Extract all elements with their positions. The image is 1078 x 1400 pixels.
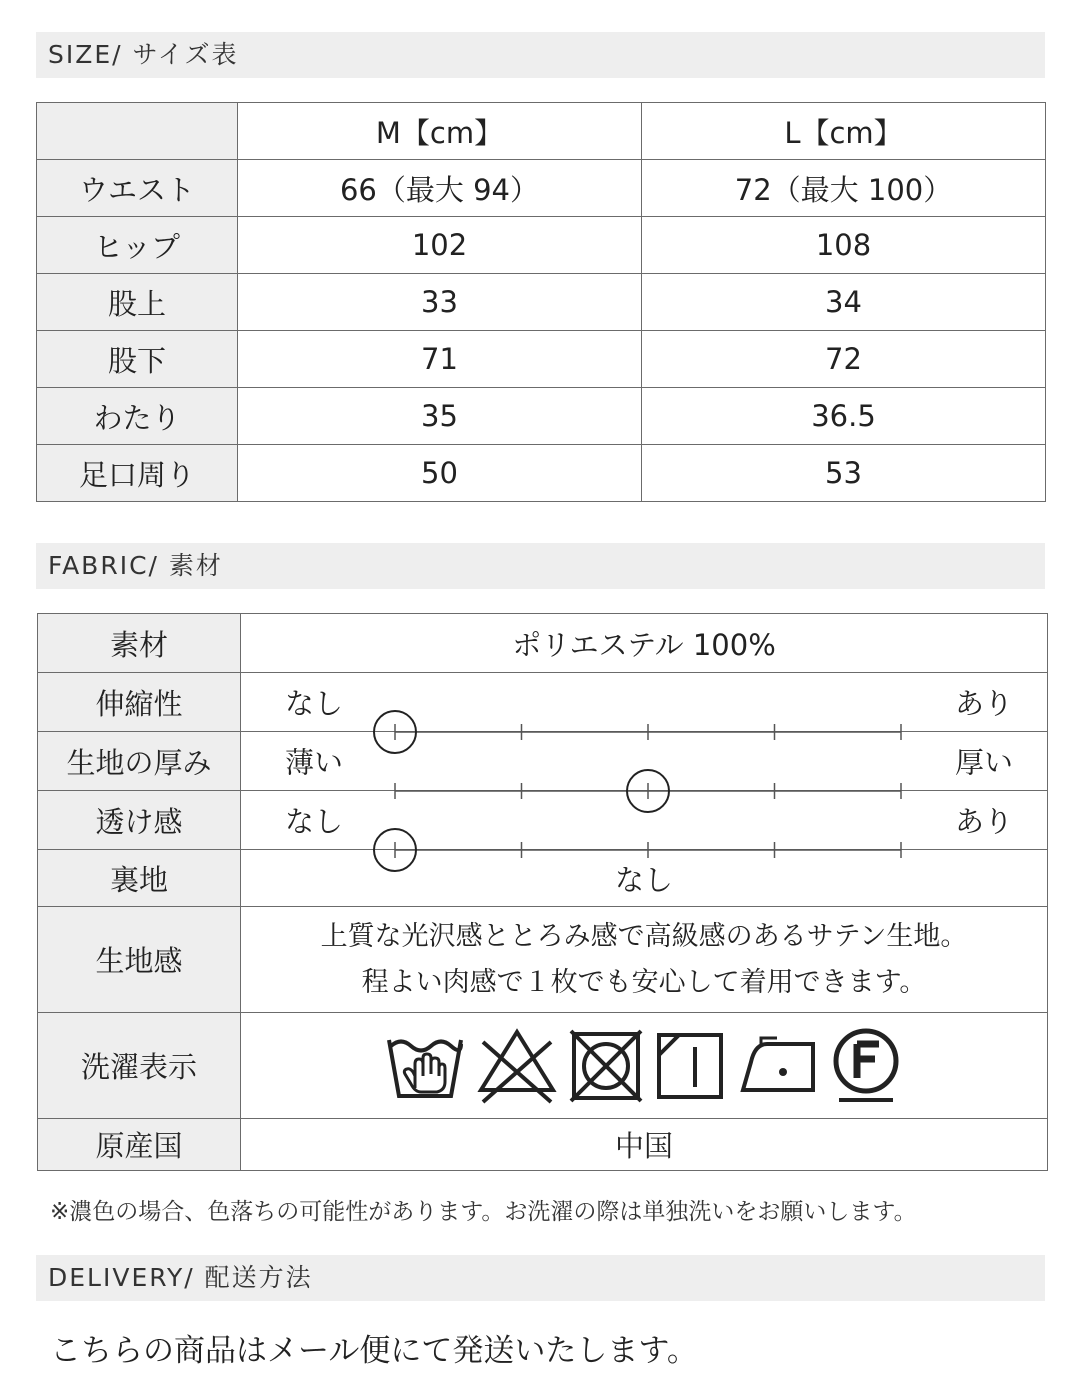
thickness-scale-track <box>371 761 911 820</box>
fabric-row-origin <box>38 1119 1048 1171</box>
feel-line-2: 程よい肉感で１枚でも安心して着用できます。 <box>361 966 927 998</box>
size-value-m: 66（最大 94） <box>238 160 642 217</box>
fabric-row-label: 伸縮性 <box>38 673 241 732</box>
size-value-l: 53 <box>642 445 1046 502</box>
table-row <box>37 388 1046 445</box>
no-tumble-dry-icon <box>569 1029 643 1103</box>
hand-wash-icon <box>385 1026 465 1106</box>
size-value-m: 33 <box>238 274 642 331</box>
size-value-m: 102 <box>238 217 642 274</box>
table-row <box>37 160 1046 217</box>
size-value-l: 36.5 <box>642 388 1046 445</box>
origin-value: 中国 <box>241 1119 1048 1171</box>
scale-high-label: あり <box>954 686 1013 721</box>
size-row-label: 足口周り <box>37 445 238 502</box>
fabric-row-feel <box>38 907 1048 1013</box>
scale-high-label: あり <box>954 804 1013 839</box>
feel-line-1: 上質な光沢感ととろみ感で高級感のあるサテン生地。 <box>320 920 968 952</box>
fabric-row-label: 素材 <box>38 614 241 673</box>
care-icons <box>241 1026 1047 1106</box>
delivery-section-header: DELIVERY/ 配送方法 <box>36 1255 1045 1301</box>
transparency-scale-track <box>371 820 911 879</box>
table-row <box>37 445 1046 502</box>
table-row <box>37 274 1046 331</box>
scale-low-label: なし <box>285 804 344 839</box>
size-row-label: ヒップ <box>37 217 238 274</box>
material-value: ポリエステル 100% <box>241 614 1048 673</box>
size-row-label: 股上 <box>37 274 238 331</box>
fabric-row-label: 裏地 <box>38 850 241 907</box>
size-row-label: わたり <box>37 388 238 445</box>
size-value-m: 71 <box>238 331 642 388</box>
size-value-m: 35 <box>238 388 642 445</box>
size-value-l: 72（最大 100） <box>642 160 1046 217</box>
size-row-label: ウエスト <box>37 160 238 217</box>
size-section-header: SIZE/ サイズ表 <box>36 32 1045 78</box>
size-value-l: 72 <box>642 331 1046 388</box>
table-row <box>37 217 1046 274</box>
size-value-l: 34 <box>642 274 1046 331</box>
fabric-row-label: 透け感 <box>38 791 241 850</box>
size-table <box>36 102 1046 502</box>
fabric-table <box>37 613 1048 1171</box>
fabric-row-stretch <box>38 673 1048 732</box>
stretch-scale-track <box>371 702 911 761</box>
fabric-row-label: 生地感 <box>38 907 241 1013</box>
fabric-row-label: 洗濯表示 <box>38 1013 241 1119</box>
fabric-row-material <box>38 614 1048 673</box>
size-value-m: 50 <box>238 445 642 502</box>
fabric-row-label: 生地の厚み <box>38 732 241 791</box>
delivery-text: こちらの商品はメール便にて発送いたします。 <box>50 1333 698 1369</box>
table-row <box>37 331 1046 388</box>
size-value-l: 108 <box>642 217 1046 274</box>
no-bleach-icon <box>477 1026 557 1106</box>
fabric-row-care <box>38 1013 1048 1119</box>
size-column-m: M【cm】 <box>238 103 642 160</box>
size-column-l: L【cm】 <box>642 103 1046 160</box>
size-table-corner <box>37 103 238 160</box>
care-note: ※濃色の場合、色落ちの可能性があります。お洗濯の際は単独洗いをお願いします。 <box>50 1199 917 1225</box>
scale-high-label: 厚い <box>954 745 1013 780</box>
line-dry-shade-icon <box>655 1031 725 1101</box>
fabric-row-label: 原産国 <box>38 1119 241 1171</box>
scale-low-label: 薄い <box>285 745 344 780</box>
dry-clean-f-icon <box>829 1026 903 1106</box>
scale-low-label: なし <box>285 686 344 721</box>
lining-value: なし <box>241 850 1048 907</box>
size-table-header-row <box>37 103 1046 160</box>
fabric-section-header: FABRIC/ 素材 <box>36 543 1045 589</box>
size-row-label: 股下 <box>37 331 238 388</box>
low-iron-icon <box>737 1034 817 1098</box>
